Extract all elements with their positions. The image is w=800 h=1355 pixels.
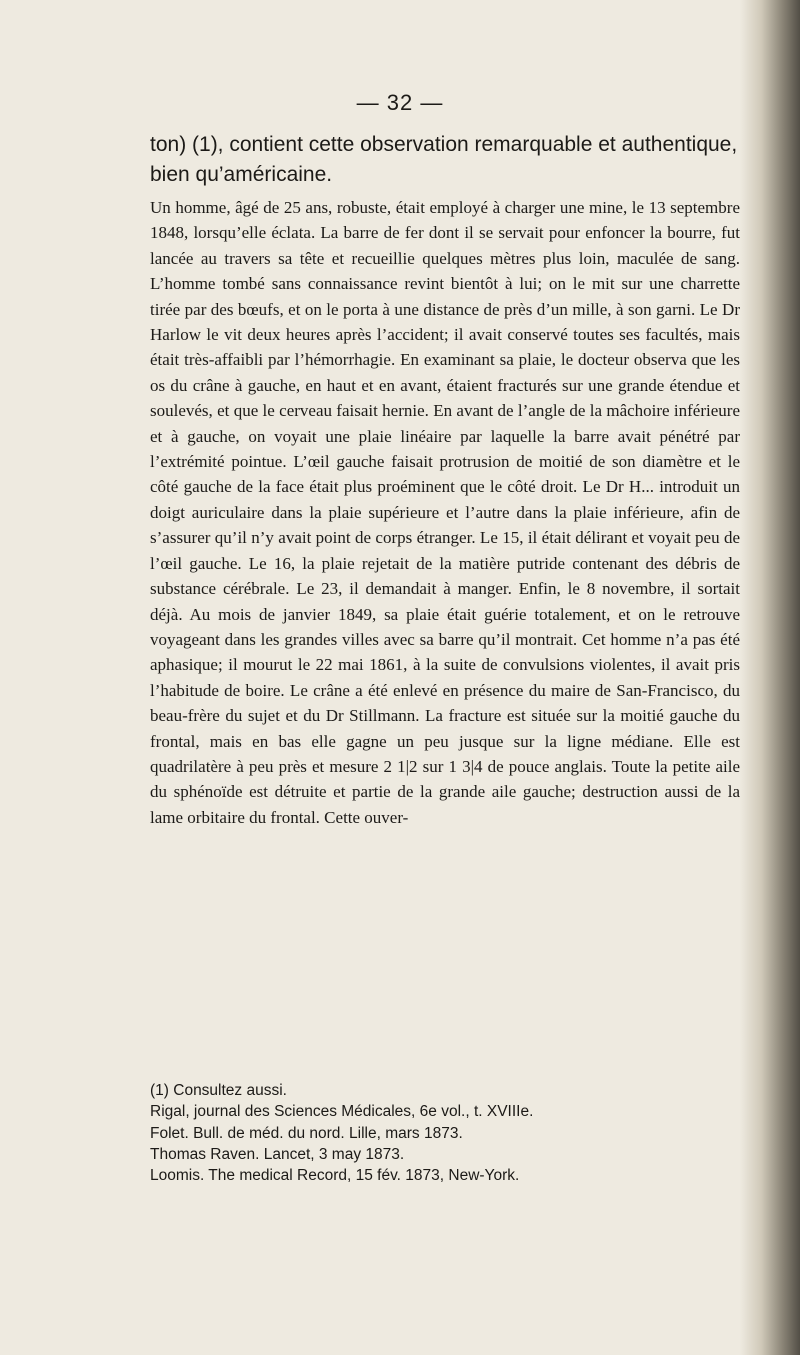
continuation-paragraph: ton) (1), contient cette observation remarquable et authentique, bien qu’américaine. <box>150 133 738 186</box>
footnote-line: Loomis. The medical Record, 15 fév. 1873, New-York. <box>150 1167 520 1185</box>
footnote-line: Rigal, journal des Sciences Médicales, 6e vol., t. XVIIIe. <box>150 1103 534 1121</box>
page-number: — 32 — <box>356 90 444 115</box>
footnote-line: Folet. Bull. de méd. du nord. Lille, mars 1873. <box>150 1124 463 1142</box>
footnotes <box>150 1080 740 1186</box>
case-report-paragraph: Un homme, âgé de 25 ans, robuste, était employé à charger une mine, le 13 septembre 1848, lorsqu’elle éclata. La barre de fer dont il se servait pour enfoncer la bourre, fut lancée au travers sa tête et recueillie quelques mètres plus loin, maculée de sang. L’homme tombé sans connaissance revint bientôt à lui; on le mit sur une charrette tirée par des bœufs, et on le porta à une distance de près d’un mille, à son garni. Le Dr Harlow le vit deux heures après l’accident; il avait conservé toutes ses facultés, mais était très-affaibli par l’hémorrhagie. En examinant sa plaie, le docteur observa que les os du crâne à gauche, en haut et en avant, étaient fracturés sur une grande étendue et soulevés, et que le cerveau faisait hernie. En avant de l’angle de la mâchoire inférieure et à gauche, on voyait une plaie linéaire par laquelle la barre avait pénétré par l’extrémité pointue. L’œil gauche faisait protrusion de moitié de son diamètre et le côté gauche de la face était plus proéminent que le côté droit. Le Dr H... introduit un doigt auriculaire dans la plaie supérieure et l’autre dans la plaie inférieure, afin de s’assurer qu’il n’y avait point de corps étranger. Le 15, il était délirant et voyait peu de l’œil gauche. Le 16, la plaie rejetait de la matière putride contenant des débris de substance cérébrale. Le 23, il demandait à manger. Enfin, le 8 novembre, il sortait déjà. Au mois de janvier 1849, sa plaie était guérie totalement, et on le retrouve voyageant dans les grandes villes avec sa barre qu’il montrait. Cet homme n’a pas été aphasique; il mourut le 22 mai 1861, à la suite de convulsions violentes, il avait pris l’habitude de boire. Le crâne a été enlevé en présence du maire de San-Francisco, du beau-frère du sujet et du Dr Stillmann. La fracture est située sur la moitié gauche du frontal, mais en bas elle gagne un peu jusque sur la ligne médiane. Elle est quadrilatère à peu près et mesure 2 1|2 sur 1 3|4 de pouce anglais. Toute la petite aile du sphénoïde est détruite et partie de la grande aile gauche; destruction aussi de la lame orbitaire du frontal. Cette ouver- <box>150 198 740 827</box>
footnote-line: Thomas Raven. Lancet, 3 may 1873. <box>150 1145 405 1163</box>
footnote-line: (1) Consultez aussi. <box>150 1082 287 1099</box>
page-edge-shadow <box>740 0 800 1355</box>
